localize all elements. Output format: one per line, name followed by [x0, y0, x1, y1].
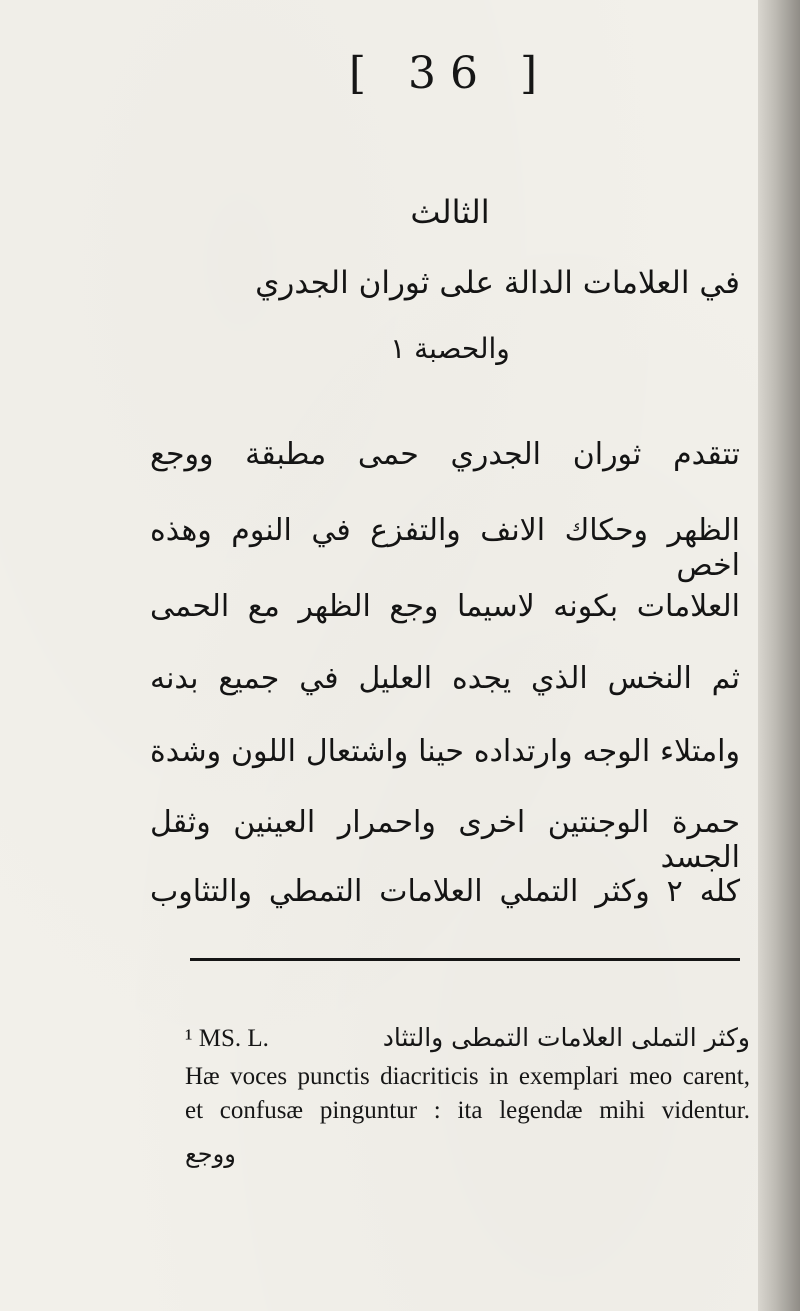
footnote-ms-label: ¹ MS. L.	[185, 1025, 269, 1052]
body-text-line: الظهر وحكاك الانف والتفزع في النوم وهذه اخص	[150, 513, 740, 583]
page-number: [ 36 ]	[348, 48, 552, 99]
body-text-line: وامتلاء الوجه وارتداده حينا واشتعال اللون وشدة	[150, 734, 740, 769]
chapter-heading-line-2: والحصبة ١	[390, 332, 510, 365]
footnote-latin-line: Hæ voces punctis diacriticis in exemplari meo carent,	[185, 1063, 750, 1090]
footnote-catchword: ووجع	[185, 1140, 236, 1168]
footnote-first-line	[185, 1023, 750, 1063]
footnote-latin-line: et confusæ pinguntur : ita legendæ mihi videntur.	[185, 1097, 750, 1124]
body-text-line: العلامات بكونه لاسيما وجع الظهر مع الحمى	[150, 589, 740, 624]
footnote-arabic-variant: وكثر التملى العلامات التمطى والتثاد	[382, 1023, 750, 1052]
body-text-line: ثم النخس الذي يجده العليل في جميع بدنه	[150, 661, 740, 696]
page-edge-shadow	[758, 0, 800, 1311]
body-text-line: كله ٢ وكثر التملي العلامات التمطي والتثاوب	[150, 874, 740, 909]
chapter-heading-line-1: في العلامات الدالة على ثوران الجدري	[255, 265, 740, 301]
body-text-line: تتقدم ثوران الجدري حمى مطبقة ووجع	[150, 437, 740, 472]
body-text-line: حمرة الوجنتين اخرى واحمرار العينين وثقل الجسد	[150, 805, 740, 875]
footnote-divider	[190, 958, 740, 961]
section-title: الثالث	[410, 193, 490, 231]
